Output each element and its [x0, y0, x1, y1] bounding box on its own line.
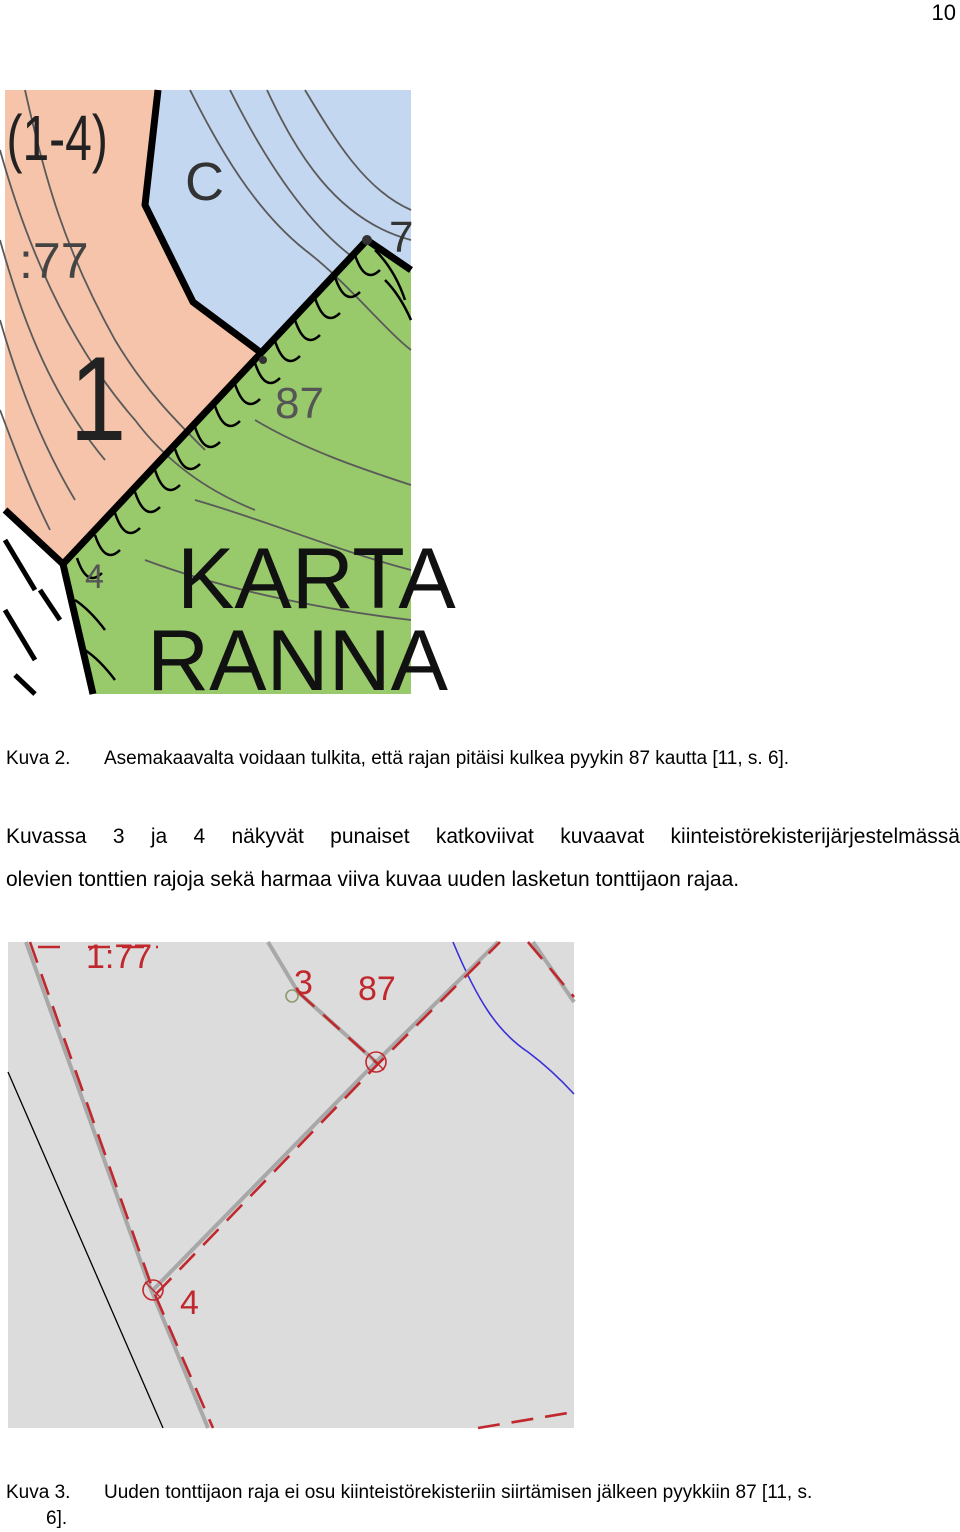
plot-ref-label: :77 — [19, 233, 89, 289]
register-map-svg — [8, 938, 574, 1428]
paragraph-line-1: Kuvassa 3 ja 4 näkyvät punaiset katkoviivat kuvaavat kiinteistörekisterijärjestelmässä — [6, 825, 960, 848]
point-87-label: 87 — [358, 970, 396, 1008]
page-number: 10 — [931, 0, 956, 25]
zone-letter-label: C — [185, 152, 224, 212]
zone-code-label: (1-4) — [6, 102, 108, 174]
figure-3-caption-label: Kuva 3. — [6, 1482, 71, 1503]
top-ref-label: 1:77 — [86, 938, 153, 976]
small-number-label: 4 — [85, 558, 104, 596]
figure-2-caption-text: Asemakaavalta voidaan tulkita, että rajan pitäisi kulkea pyykin 87 kautta [11, s. 6]. — [104, 748, 790, 769]
point-3-label: 3 — [294, 964, 313, 1002]
figure-3-register-map — [8, 938, 574, 1428]
figure-3-caption-cont: 6]. — [46, 1508, 68, 1529]
place-name-line2: RANNA — [147, 613, 449, 709]
point-4-label: 4 — [180, 1284, 199, 1322]
block-number-label: 1 — [69, 331, 127, 466]
body-paragraph — [6, 815, 960, 901]
place-name-line1: KARTA — [177, 531, 456, 627]
figure-3-caption — [6, 1480, 956, 1532]
partial-number-label: 7 — [389, 213, 414, 262]
zoning-map-svg — [5, 90, 456, 709]
paragraph-line-2: olevien tonttien rajoja sekä harmaa viiva kuvaa uuden lasketun tonttijaon rajaa. — [6, 868, 740, 891]
figure-3-caption-text: Uuden tonttijaon raja ei osu kiinteistörekisteriin siirtämisen jälkeen pyykkiin 87 [11, s. — [104, 1482, 813, 1503]
figure-2-caption-label: Kuva 2. — [6, 748, 71, 769]
marker-number-label: 87 — [275, 379, 324, 428]
figure-2-caption — [6, 746, 956, 772]
figure-2-zoning-map — [5, 90, 456, 709]
